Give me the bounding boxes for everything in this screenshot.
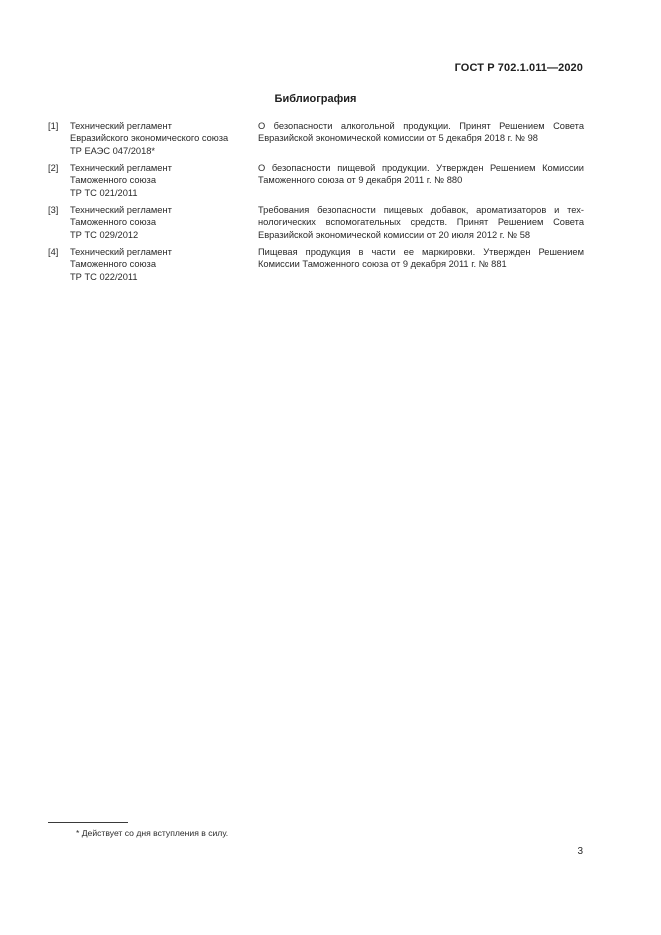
bibliography-entry [48, 246, 584, 284]
source-line: Таможенного союза [70, 175, 156, 186]
source-line: ТР ТС 021/2011 [70, 187, 138, 198]
entry-description [258, 162, 584, 187]
description-line: Таможенного союза от 9 декабря 2011 г. № 880 [258, 175, 463, 186]
source-line: ТР ТС 022/2011 [70, 271, 138, 282]
page-number: 3 [577, 846, 583, 857]
source-line: Технический регламент [70, 205, 172, 215]
entry-number: [3] [48, 205, 59, 215]
source-line: Технический регламент [70, 121, 172, 131]
entry-description [258, 204, 584, 241]
bibliography-entry [48, 162, 584, 200]
description-line: О безопасности алкогольной продукции. Принят Решением Совета [258, 121, 584, 131]
bibliography-entry [48, 120, 584, 158]
entry-description [258, 120, 584, 145]
entry-source [70, 162, 250, 199]
source-line: ТР ЕАЭС 047/2018* [70, 145, 156, 156]
description-line: Требования безопасности пищевых добавок, ароматизаторов и тех- [258, 205, 584, 215]
section-title: Библиография [274, 93, 357, 105]
description-line: нологических вспомогательных средств. Принят Решением Совета [258, 217, 584, 228]
entry-source [70, 204, 250, 241]
entry-source [70, 246, 250, 283]
source-line: Таможенного союза [70, 259, 156, 270]
entry-number: [4] [48, 247, 59, 257]
description-line: О безопасности пищевой продукции. Утвержден Решением Комиссии [258, 163, 584, 173]
entry-number: [2] [48, 163, 59, 173]
source-line: ТР ТС 029/2012 [70, 229, 139, 240]
document-code: ГОСТ Р 702.1.011—2020 [454, 62, 583, 74]
source-line: Технический регламент [70, 247, 172, 257]
entry-description [258, 246, 584, 271]
entry-source [70, 120, 250, 157]
entry-number: [1] [48, 121, 59, 131]
footnote-divider [48, 822, 128, 823]
description-line: Пищевая продукция в части ее маркировки. Утвержден Решением [258, 247, 584, 257]
description-line: Комиссии Таможенного союза от 9 декабря 2011 г. № 881 [258, 259, 507, 270]
description-line: Евразийской экономической комиссии от 5 декабря 2018 г. № 98 [258, 133, 538, 144]
bibliography-entry [48, 204, 584, 242]
footnote: * Действует со дня вступления в силу. [76, 828, 229, 838]
source-line: Евразийского экономического союза [70, 133, 229, 144]
source-line: Таможенного союза [70, 217, 156, 228]
source-line: Технический регламент [70, 163, 172, 173]
description-line: Евразийской экономической комиссии от 20 июля 2012 г. № 58 [258, 229, 531, 240]
bibliography-list [48, 120, 584, 288]
